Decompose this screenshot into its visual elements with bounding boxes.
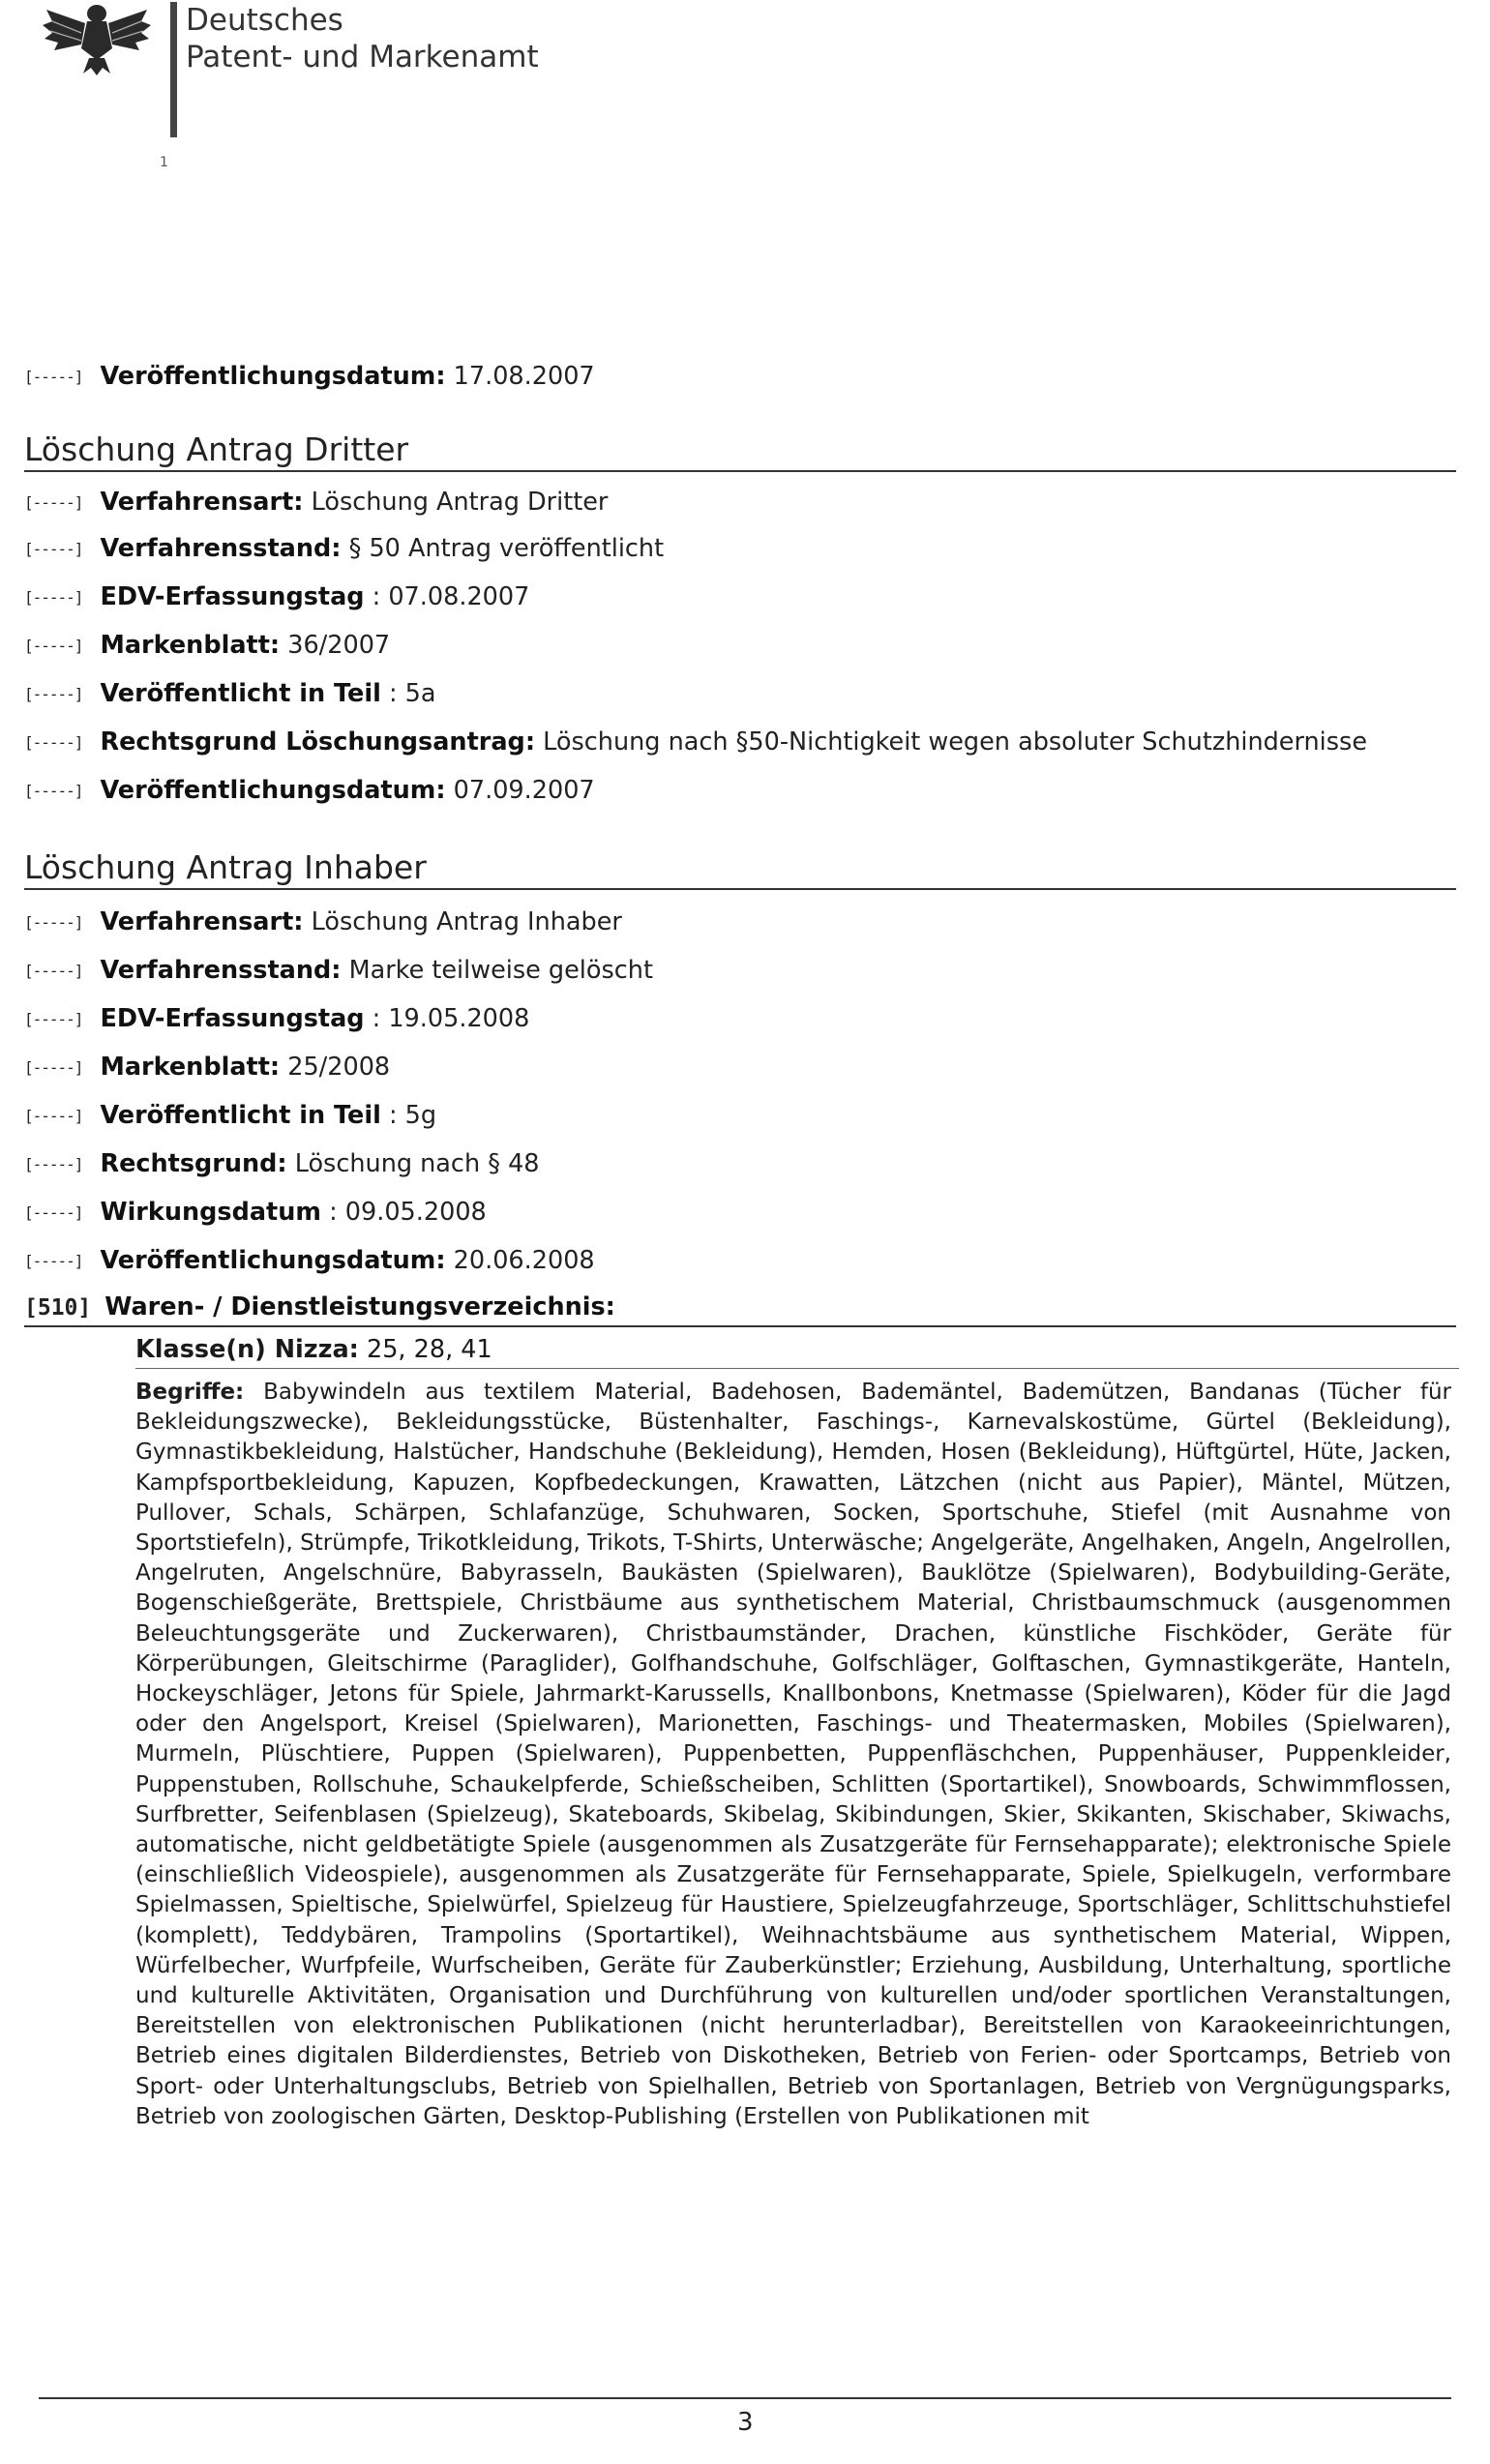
field-tag: [-----] [24,1203,83,1222]
field-value: 25/2008 [280,1053,391,1082]
field-tag: [-----] [24,368,83,386]
field-row [24,1002,529,1036]
klasse-label: Klasse(n) Nizza: [135,1335,359,1364]
field-value: Löschung nach §50-Nichtigkeit wegen absoluter Schutzhindernisse [535,727,1368,757]
field-row [24,1196,487,1230]
field-value: Löschung Antrag Inhaber [303,907,622,936]
section-rule [24,1325,1456,1327]
field-value: : 09.05.2008 [320,1198,487,1227]
federal-eagle-logo-icon [39,0,155,75]
field-tag: [-----] [24,1107,83,1125]
begriffe-paragraph [135,1378,1451,2451]
field-label: EDV-Erfassungstag [100,582,365,611]
field-label: Veröffentlicht in Teil [100,679,381,708]
org-name-line1: Deutsches [186,3,343,38]
letterhead-rule [170,2,177,137]
field-tag: [-----] [24,1252,83,1270]
field-value: : 5g [380,1101,437,1130]
waren-row [24,1291,615,1324]
section-heading-inhaber: Löschung Antrag Inhaber [24,848,427,886]
klasse-value: 25, 28, 41 [358,1335,492,1364]
begriffe-label: Begriffe: [135,1380,245,1405]
field-tag: [-----] [24,493,83,512]
section-rule [24,470,1456,472]
field-tag: [-----] [24,913,83,932]
field-label: Veröffentlichungsdatum: [100,362,446,391]
field-row [24,677,436,711]
field-value: : 5a [380,679,436,708]
field-row [24,629,390,663]
field-label: Veröffentlichungsdatum: [100,776,446,805]
field-label: Rechtsgrund Löschungsantrag: [100,727,536,757]
field-tag: [-----] [24,962,83,980]
waren-label: Waren- / Dienstleistungsverzeichnis: [104,1292,615,1321]
begriffe-text: Babywindeln aus textilem Material, Badehosen, Bademäntel, Bademützen, Bandanas (Tücher für Bekleidungszwecke), Bekleidungsstücke, Büstenhalter, Faschings-, Karnevalskostüme, Gürtel (Bekleidung), Gymnastikbekleidung, Halstücher, Handschuhe (Bekleidung), Hemden, Hosen (Bekleidung), Hüftgürtel, Hüte, Jacken, Kampfsportbekleidung, Kapuzen, Kopfbedeckungen, Krawatten, Lätzchen (nicht aus Papier), Mäntel, Mützen, Pullover, Schals, Schärpen, Schlafanzüge, Schuhwaren, Socken, Sportschuhe, Stiefel (mit Ausnahme von Sportstiefeln), Strümpfe, Trikotkleidung, Trikots, T-Shirts, Unterwäsche; Angelgeräte, Angelhaken, Angeln, Angelrollen, Angelruten, Angelschnüre, Babyrasseln, Baukästen (Spielwaren), Bauklötze (Spielwaren), Bodybuilding-Geräte, Bogenschießgeräte, Brettspiele, Christbäume aus synthetischem Material, Christbaumschmuck (ausgenommen Beleuchtungsgeräte und Zuckerwaren), Christbaumständer, Drachen, künstliche Fischköder, Geräte für Körperübungen, Gleitschirme (Paraglider), Golfhandschuhe, Golfschläger, Golftaschen, Gymnastikgeräte, Hanteln, Hockeyschläger, Jetons für Spiele, Jahrmarkt-Karussells, Knallbonbons, Knetmasse (Spielwaren), Köder für die Jagd oder den Angelsport, Kreisel (Spielwaren), Marionetten, Faschings- und Theatermasken, Mobiles (Spielwaren), Murmeln, Plüschtiere, Puppen (Spielwaren), Puppenbetten, Puppenfläschchen, Puppenhäuser, Puppenkleider, Puppenstuben, Rollschuhe, Schaukelpferde, Schießscheiben, Schlitten (Sportartikel), Snowboards, Schwimmflossen, Surfbretter, Seifenblasen (Spielzeug), Skateboards, Skibelag, Skibindungen, Skier, Skikanten, Skischaber, Skiwachs, automatische, nicht geldbetätigte Spiele (ausgenommen als Zusatzgeräte für Fernsehapparate); elektronische Spiele (einschließlich Videospiele), ausgenommen als Zusatzgeräte für Fernsehapparate, Spiele, Spielkugeln, verformbare Spielmassen, Spieltische, Spielwürfel, Spielzeug für Haustiere, Spielzeugfahrzeuge, Sportschläger, Schlittschuhstiefel (komplett), Teddybären, Trampolins (Sportartikel), Weihnachtsbäume aus synthetischem Material, Wippen, Würfelbecher, Wurfpfeile, Wurfscheiben, Geräte für Zauberkünstler; Erziehung, Ausbildung, Unterhaltung, sportliche und kulturelle Aktivitäten, Organisation und Durchführung von kulturellen und/oder sportlichen Veranstaltungen, Bereitstellen von elektronischen Publikationen (nicht herunterladbar), Bereitstellen von Karaokeeinrichtungen, Betrieb eines digitalen Bilderdienstes, Betrieb von Diskotheken, Betrieb von Ferien- oder Sportcamps, Betrieb von Sport- oder Unterhaltungsclubs, Betrieb von Spielhallen, Betrieb von Sportanlagen, Betrieb von Vergnügungsparks, Betrieb von zoologischen Gärten, Desktop-Publishing (Erstellen von Publikationen mit [135,1380,1451,2129]
field-tag: [-----] [24,1010,83,1028]
field-tag: [-----] [24,540,83,558]
field-value: 20.06.2008 [445,1246,595,1275]
field-label: Verfahrensart: [100,907,304,936]
klasse-rule [135,1368,1459,1369]
publication-date-row [24,360,595,394]
field-tag-510: [510] [24,1295,92,1321]
field-value: : 07.08.2007 [364,582,530,611]
field-label: Veröffentlichungsdatum: [100,1246,446,1275]
field-row [24,774,595,808]
field-tag: [-----] [24,685,83,703]
field-row [24,580,529,614]
section-rule [24,888,1456,890]
section-heading-dritter: Löschung Antrag Dritter [24,430,409,468]
field-value: § 50 Antrag veröffentlicht [341,534,665,563]
field-tag: [-----] [24,1155,83,1173]
field-row [24,532,664,566]
field-label: Veröffentlicht in Teil [100,1101,381,1130]
field-label: Verfahrensart: [100,488,304,517]
page-number: 3 [737,2408,754,2437]
field-label: Markenblatt: [100,1053,281,1082]
org-name-line2: Patent- und Markenamt [186,40,539,74]
field-row [24,905,622,939]
field-label: Wirkungsdatum [100,1198,321,1227]
field-label: Rechtsgrund: [100,1149,287,1178]
field-row [24,954,653,988]
field-tag: [-----] [24,1058,83,1077]
field-tag: [-----] [24,782,83,800]
field-tag: [-----] [24,637,83,655]
field-value: Marke teilweise gelöscht [341,956,653,985]
field-value: Löschung nach § 48 [286,1149,540,1178]
field-row [24,1099,436,1133]
field-value: 07.09.2007 [445,776,595,805]
klasse-row [135,1333,492,1366]
rule-mark: 1 [160,155,168,170]
field-row [24,726,1367,759]
field-tag: [-----] [24,588,83,607]
field-tag: [-----] [24,733,83,752]
field-label: Markenblatt: [100,631,281,660]
field-row [24,1244,595,1278]
field-label: EDV-Erfassungstag [100,1004,365,1033]
field-row [24,486,608,520]
footer-rule [39,2397,1451,2399]
field-label: Verfahrensstand: [100,956,342,985]
field-row [24,1147,540,1181]
field-value: : 19.05.2008 [364,1004,530,1033]
field-row [24,1051,390,1084]
field-value: Löschung Antrag Dritter [303,488,609,517]
field-label: Verfahrensstand: [100,534,342,563]
field-value: 17.08.2007 [445,362,595,391]
field-value: 36/2007 [280,631,391,660]
